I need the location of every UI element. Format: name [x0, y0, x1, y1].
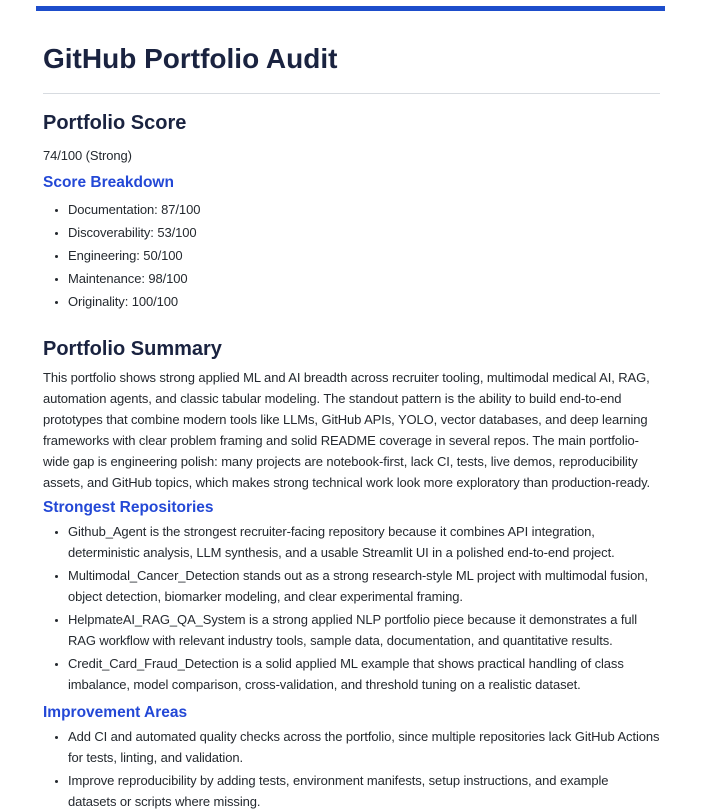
page-title: GitHub Portfolio Audit: [43, 43, 338, 74]
list-item: • Multimodal_Cancer_Detection stands out as a strong research-style ML project with multimodal fusion, object detection, biomarker modeling, and clear experimental framing.: [68, 565, 660, 607]
title-divider: [43, 93, 660, 94]
strongest-repositories-list: [43, 521, 660, 695]
score-breakdown-list: [43, 199, 660, 312]
portfolio-summary-heading: Portfolio Summary: [43, 338, 222, 360]
list-item: • HelpmateAI_RAG_QA_System is a strong applied NLP portfolio piece because it demonstrates a full RAG workflow with relevant industry tools, sample data, documentation, and quantitative results.: [68, 609, 660, 651]
list-item: • Github_Agent is the strongest recruiter-facing repository because it combines API integration, deterministic analysis, LLM synthesis, and a usable Streamlit UI in a polished end-to-end project.: [68, 521, 660, 563]
list-item: • Add CI and automated quality checks across the portfolio, since multiple repositories lack GitHub Actions for tests, linting, and validation.: [68, 726, 660, 768]
list-item: • Maintenance: 98/100: [68, 268, 660, 289]
score-breakdown-heading: Score Breakdown: [43, 174, 174, 191]
list-item: • Discoverability: 53/100: [68, 222, 660, 243]
list-item: • Documentation: 87/100: [68, 199, 660, 220]
document: [43, 42, 660, 812]
strongest-repositories-heading: Strongest Repositories: [43, 499, 214, 516]
list-item: • Improve reproducibility by adding tests, environment manifests, setup instructions, and example datasets or scripts where missing.: [68, 770, 660, 812]
accent-top-bar: [36, 6, 665, 11]
portfolio-score-heading: Portfolio Score: [43, 112, 187, 134]
improvement-areas-heading: Improvement Areas: [43, 704, 188, 721]
portfolio-score-value: 74/100 (Strong): [43, 148, 132, 163]
improvement-areas-list: [43, 726, 660, 812]
list-item: • Credit_Card_Fraud_Detection is a solid applied ML example that shows practical handling of class imbalance, model comparison, cross-validation, and threshold tuning on a realistic dataset.: [68, 653, 660, 695]
list-item: • Originality: 100/100: [68, 291, 660, 312]
portfolio-summary-text: This portfolio shows strong applied ML and AI breadth across recruiter tooling, multimodal medical AI, RAG, automation agents, and classic tabular modeling. The standout pattern is the ability to build end-to-end prototypes that combine modern tools like LLMs, GitHub APIs, YOLO, vector databases, and deep learning frameworks with clear problem framing and solid README coverage in several repos. The main portfolio-wide gap is engineering polish: many projects are notebook-first, lack CI, tests, live demos, reproducibility assets, and GitHub topics, which makes strong technical work look more exploratory than production-ready.: [43, 370, 651, 490]
list-item: • Engineering: 50/100: [68, 245, 660, 266]
